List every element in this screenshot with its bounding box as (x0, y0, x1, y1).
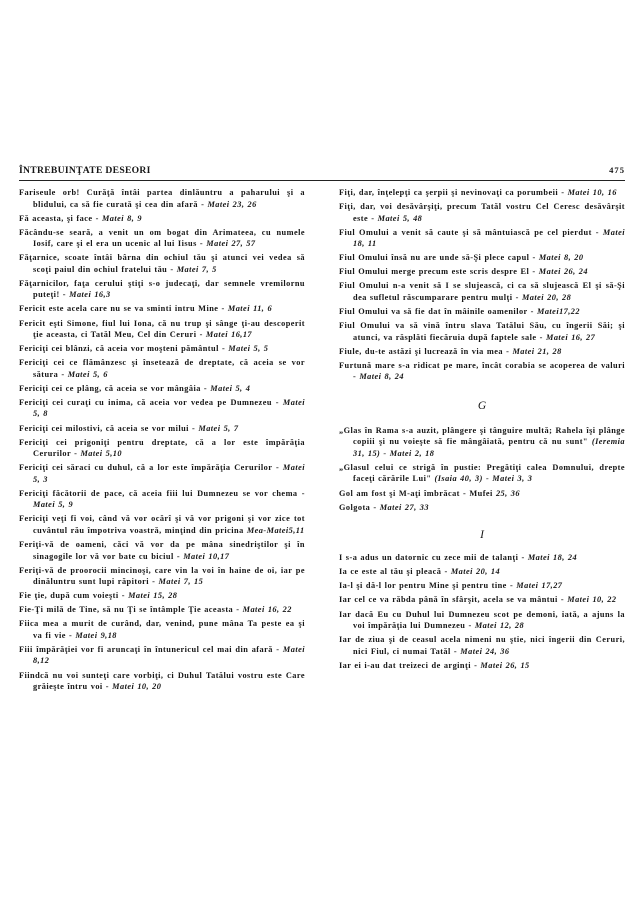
header-title: ÎNTREBUINŢATE DESEORI (19, 165, 151, 176)
index-entry (339, 201, 625, 224)
entry-text: Făţarnice, scoate întâi bârna din ochiul tău şi atunci vei vedea să scoţi paiul din ochiul fratelui tău - (19, 253, 305, 274)
index-entry (339, 580, 625, 592)
entry-text: Fă aceasta, şi face - (19, 213, 102, 223)
entry-text: Fericiţi cei ce flămânzesc şi însetează de dreptate, că aceia se vor sătura - (19, 358, 305, 379)
entry-reference: (Ieremia 31, 15) - Matei 2, 18 (353, 437, 625, 458)
section-g-entries (339, 425, 625, 513)
entry-text: Fericit eşti Simone, fiul lui Iona, că nu trup şi sânge ţi-au descoperit ţie aceasta, ci Tatăl Meu, Cel din Ceruri - (19, 318, 305, 340)
entry-reference: Matei 17,27 (516, 581, 563, 591)
index-entry (19, 278, 305, 301)
entry-text: Fiii împărăţiei vor fi aruncaţi în întunericul cel mai din afară - (19, 644, 283, 654)
index-entry (339, 566, 625, 578)
entry-reference: Matei 24, 36 (460, 646, 510, 656)
section-i-entries (339, 552, 625, 671)
left-column (19, 187, 305, 695)
index-entry (339, 252, 625, 264)
index-entry (19, 618, 305, 641)
entry-reference: Matei 16,3 (69, 290, 111, 300)
entry-text: Fiul Omului a venit să caute şi să mântuiască pe cel pierdut - (339, 227, 603, 237)
entry-text: Furtună mare s-a ridicat pe mare, încât corabia se acoperea de valuri - (339, 360, 625, 382)
entry-text: Fiul Omului merge precum este scris despre El - (339, 267, 539, 277)
entry-text: I s-a adus un datornic cu zece mii de talanţi - (339, 553, 528, 563)
entry-reference: Matei 7, 15 (158, 577, 204, 587)
index-entry (19, 303, 305, 315)
entry-reference: Matei 26, 24 (538, 267, 589, 277)
entry-text: Gol am fost şi M-aţi îmbrăcat - Mufei (339, 488, 496, 498)
entry-reference: Matei 10, 22 (567, 595, 617, 605)
entry-reference: Matei 16,17 (205, 330, 253, 340)
section-letter-g: G (477, 399, 487, 412)
index-entry (19, 318, 305, 341)
entry-reference: Matei 20, 14 (450, 567, 501, 577)
right-column (339, 187, 625, 674)
entry-text: Fie-Ţi milă de Tine, să nu Ţi se întâmple Ţie aceasta - (19, 605, 243, 615)
entry-text: Feriţi-vă de oameni, căci vă vor da pe mâna sinedriştilor şi în sinagogile lor vă vor bate cu biciul - (19, 540, 305, 561)
entry-reference: Matei 27, 33 (379, 502, 429, 512)
entry-text: Fiul Omului va să vină întru slava Tatălui Său, cu îngerii Săi; şi atunci, va răsplăti fiecăruia după faptele sale - (339, 321, 625, 342)
entry-text: Fiica mea a murit de curând, dar, venind, pune mâna Ta peste ea şi va fi vie - (19, 619, 305, 640)
index-entry (19, 252, 305, 275)
index-entry (339, 594, 625, 606)
entry-reference: Matei 8, 20 (538, 253, 584, 263)
section-f-entries (339, 187, 625, 383)
entry-reference: Matei 10, 16 (567, 188, 617, 197)
index-entry (19, 539, 305, 562)
entry-text: Fiul Omului n-a venit să I se slujească, ci ca să slujească El şi să-Şi dea sufletul răscumparare pentru mulţi - (339, 281, 625, 302)
entry-text: Fericiţi veţi fi voi, când vă vor ocărî şi vă vor prigoni şi vor zice tot cuvântul rău împotriva voastră, minţind din pricina (19, 514, 305, 535)
entry-text: Iar dacă Eu cu Duhul lui Dumnezeu scot pe demoni, iată, a ajuns la voi împărăţia lui Dumnezeu - (339, 609, 625, 630)
entry-text: Făcându-se seară, a venit un om bogat din Arimateea, cu numele Iosif, care şi el era un ucenic al lui Iisus - (19, 227, 305, 249)
index-entry (339, 360, 625, 383)
entry-text: Fericiţi făcătorii de pace, că aceia fiii lui Dumnezeu se vor chema - (19, 488, 305, 498)
index-entry (19, 343, 305, 355)
index-entry (339, 346, 625, 358)
index-entry (339, 552, 625, 564)
index-entry (339, 306, 625, 318)
entry-text: Iar ei i-au dat treizeci de arginţi - (339, 660, 481, 670)
entry-reference: Matei 5, 6 (67, 369, 108, 379)
index-entry (19, 590, 305, 602)
entry-reference: Matei 16, 27 (546, 332, 596, 342)
entry-reference: Matei 12, 28 (474, 621, 525, 630)
entry-reference: Matei 9,18 (75, 630, 117, 640)
entry-text: Ia ce este al tău şi pleacă - (339, 567, 451, 577)
index-entry (19, 644, 305, 667)
entry-reference: Matei 16, 22 (242, 605, 292, 615)
entry-reference: Matei 15, 28 (128, 591, 178, 601)
index-entry (339, 320, 625, 343)
entry-reference: Matei 5, 4 (210, 383, 251, 393)
entry-text: Fiule, du-te astăzi şi lucrează în via mea - (339, 346, 513, 356)
index-entry (19, 670, 305, 693)
entry-reference: Matei 5, 48 (377, 213, 423, 223)
entry-reference: Matei 20, 28 (521, 292, 572, 302)
entry-reference: Matei 18, 24 (527, 553, 578, 563)
entry-text: Feriţi-vă de proorocii mincinoşi, care vin la voi în haine de oi, iar pe dinăluntru sunt lupi răpitori - (19, 565, 305, 587)
entry-text: Golgota - (339, 502, 380, 512)
entry-reference: Matei 5, 9 (33, 500, 74, 510)
entry-reference: Matei 18, 11 (353, 227, 625, 249)
entry-reference: Matei 7, 5 (176, 264, 217, 274)
index-entry (339, 609, 625, 632)
index-entry (339, 227, 625, 250)
entry-text: Fericiţi cei ce plâng, că aceia se vor mângâia - (19, 383, 211, 393)
index-entry (19, 213, 305, 225)
index-entry (19, 604, 305, 616)
entry-reference: 25, 36 (495, 488, 520, 498)
entry-reference: Matei 21, 28 (512, 346, 562, 356)
entry-reference: Matei 23, 26 (207, 199, 257, 209)
entry-reference: Matei 11, 6 (227, 304, 273, 314)
entry-reference: Matei 8, 9 (101, 213, 142, 223)
index-entry (339, 266, 625, 278)
entry-reference: Matei 26, 15 (480, 660, 530, 670)
entry-text: Fericiţi cei blânzi, că aceia vor moşteni pământul - (19, 344, 229, 354)
section-letter-i: I (480, 529, 484, 542)
entry-text: Fericit este acela care nu se va sminti intru Mine - (19, 304, 228, 314)
index-entry (339, 280, 625, 303)
entry-text: Ia-l şi dă-l lor pentru Mine şi pentru tine - (339, 581, 517, 591)
entry-text: Fiţi, dar, voi desăvârşiţi, precum Tatăl vostru Cel Ceresc desăvârşit este - (339, 202, 625, 223)
index-entry (19, 565, 305, 588)
running-header (19, 165, 625, 181)
entry-text: „Glas în Rama s-a auzit, plângere şi tânguire multă; Rahela îşi plânge copiii şi nu voieşte să fie mângâiată, pentru că nu sunt" (339, 425, 625, 447)
entry-reference: Mea-Matei5,11 (246, 525, 305, 535)
index-entry (19, 383, 305, 395)
entry-text: Iar de ziua şi de ceasul acela nimeni nu ştie, nici îngerii din Ceruri, nici Fiul, ci numai Tatăl - (339, 635, 625, 656)
entry-text: Iar cel ce va răbda până în sfârşit, acela se va mântui - (339, 595, 568, 605)
header-rule (19, 180, 625, 181)
entry-reference: Matei 5, 3 (33, 463, 305, 484)
entry-text: Fiindcă nu voi sunteţi care vorbiţi, ci Duhul Tatălui vostru este Care grăieşte întru voi - (19, 670, 305, 692)
entry-text: Fericiţi cei curaţi cu inima, că aceia vor vedea pe Dumnezeu - (19, 397, 283, 407)
entry-reference: (Isaia 40, 3) - Matei 3, 3 (434, 474, 533, 484)
entry-text: Fiul Omului va să fie dat în mâinile oamenilor - (339, 307, 537, 317)
index-entry (19, 513, 305, 536)
entry-reference: Matei 10, 20 (112, 682, 162, 692)
entry-reference: Matei 27, 57 (206, 239, 256, 249)
index-entry (19, 397, 305, 420)
page-number: 475 (609, 165, 625, 175)
index-entry (19, 187, 305, 210)
entry-reference: Matei 5, 8 (33, 397, 305, 419)
index-entry (19, 488, 305, 511)
entry-text: Fericiţi cei milostivi, că aceia se vor milui - (19, 423, 199, 433)
index-entry (19, 437, 305, 460)
entry-text: „Glasul celui ce strigă în pustie: Pregătiţi calea Domnului, drepte faceţi cărările Lui" (339, 462, 625, 484)
index-entry (19, 423, 305, 435)
index-entry (339, 425, 625, 460)
index-entry (339, 462, 625, 485)
entry-text: Fericiţi cei săraci cu duhul, că a lor este împărăţia Cerurilor - (19, 463, 283, 473)
entry-reference: Matei 5, 7 (198, 423, 239, 433)
index-entry (19, 227, 305, 250)
entry-reference: Matei 5,10 (80, 449, 122, 459)
index-entry (339, 660, 625, 672)
entry-text: Fie ţie, după cum voieşti - (19, 591, 129, 601)
entry-reference: Matei 8,12 (33, 644, 305, 666)
entry-reference: Matei 5, 5 (228, 344, 269, 354)
entry-reference: Matei 8, 24 (359, 372, 404, 382)
entry-text: Fiţi, dar, înţelepţi ca şerpii şi nevinovaţi ca porumbeii - (339, 188, 568, 197)
index-entry (339, 634, 625, 657)
entry-text: Fariseule orb! Curăţă întâi partea dinlăuntru a paharului şi a blidului, ca să fie curată şi cea din afară - (19, 188, 305, 209)
entry-reference: Matei17,22 (537, 307, 580, 317)
index-entry (19, 357, 305, 380)
entry-text: Făţarnicilor, faţa cerului ştiţi s-o judecaţi, dar semnele vremilornu puteţi! - (19, 278, 305, 300)
entry-text: Fericiţi cei prigoniţi pentru dreptate, că a lor este împărăţia Cerurilor - (19, 437, 305, 459)
index-entry (19, 462, 305, 485)
entry-reference: Matei 10,17 (183, 551, 230, 561)
index-entry (339, 488, 625, 500)
index-entry (339, 502, 625, 514)
index-entry (339, 187, 625, 199)
entry-text: Fiul Omului însă nu are unde să-Şi plece capul - (339, 253, 539, 263)
